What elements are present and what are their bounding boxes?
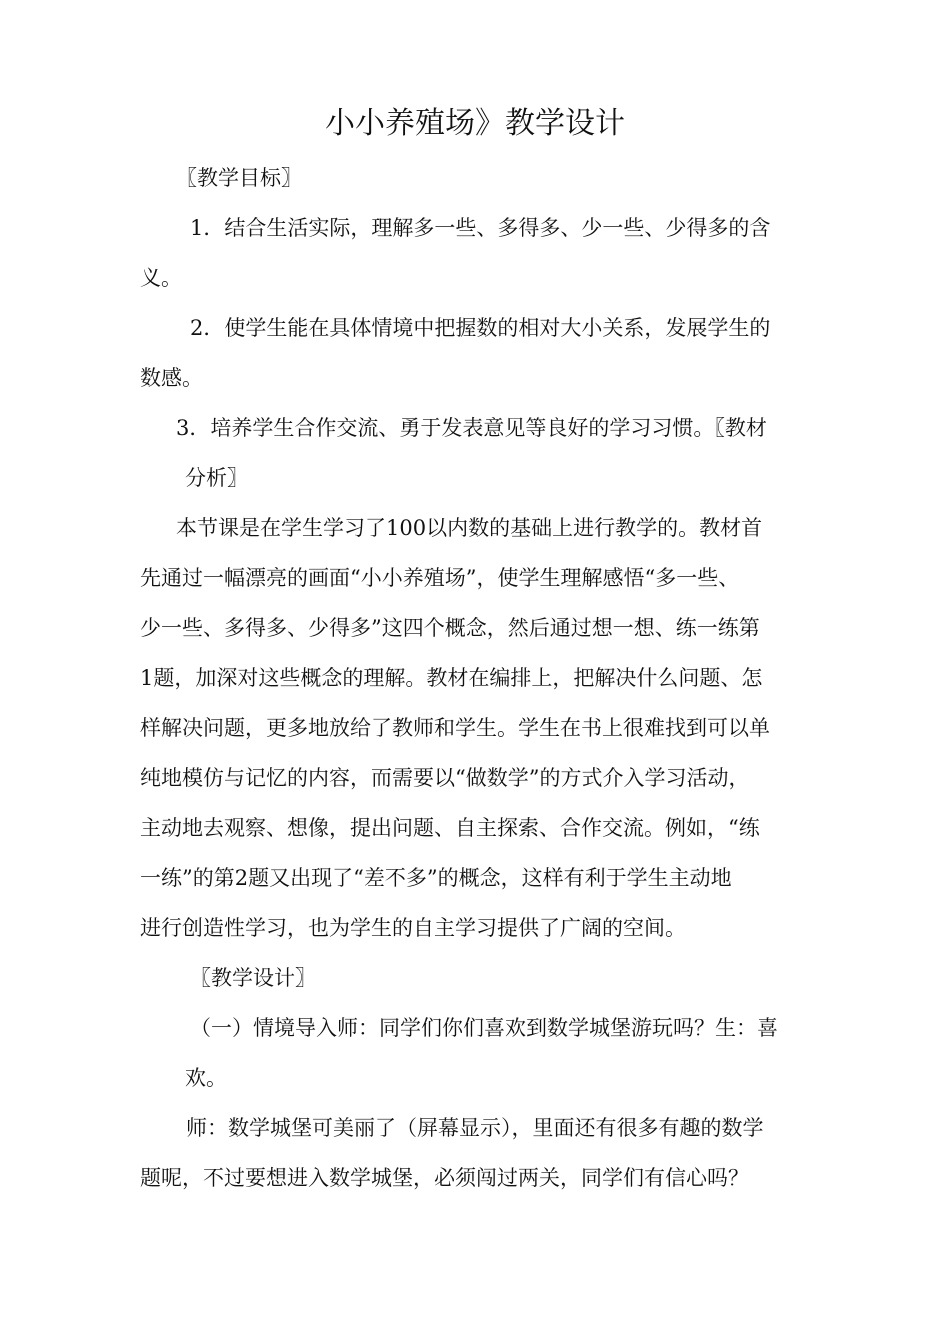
analysis-line-3: 少一些、多得多、少得多”这四个概念，然后通过想一想、练一练第: [140, 616, 760, 640]
design-line-3: 师：数学城堡可美丽了（屏幕显示），里面还有很多有趣的数学: [186, 1116, 764, 1140]
analysis-line-4: 1题，加深对这些概念的理解。教材在编排上，把解决什么问题、怎: [140, 666, 763, 690]
heading-teaching-design: 〖教学设计〗: [190, 966, 316, 990]
analysis-line-7: 主动地去观察、想像，提出问题、自主探索、合作交流。例如，“练: [140, 816, 760, 840]
goal-1-line-2: 义。: [140, 266, 182, 290]
heading-teaching-goals: 〖教学目标〗: [176, 166, 302, 190]
analysis-line-8: 一练”的第2题又出现了“差不多”的概念，这样有利于学生主动地: [140, 866, 732, 890]
goal-3-line-1: 3．培养学生合作交流、勇于发表意见等良好的学习习惯。〖教材: [176, 416, 767, 440]
analysis-line-2: 先通过一幅漂亮的画面“小小养殖场”，使学生理解感悟“多一些、: [140, 566, 740, 590]
analysis-line-9: 进行创造性学习，也为学生的自主学习提供了广阔的空间。: [140, 916, 686, 940]
design-line-2: 欢。: [185, 1066, 227, 1090]
analysis-line-5: 样解决问题，更多地放给了教师和学生。学生在书上很难找到可以单: [140, 716, 770, 740]
design-line-1: （一）情境导入师：同学们你们喜欢到数学城堡游玩吗？生：喜: [190, 1016, 778, 1040]
goal-2-line-1: 2．使学生能在具体情境中把握数的相对大小关系，发展学生的: [190, 316, 771, 340]
goal-2-line-2: 数感。: [140, 366, 203, 390]
design-line-4: 题呢，不过要想进入数学城堡，必须闯过两关，同学们有信心吗？: [140, 1166, 749, 1190]
heading-material-analysis: 分析〗: [185, 466, 248, 490]
analysis-line-6: 纯地模仿与记忆的内容，而需要以“做数学”的方式介入学习活动，: [140, 766, 750, 790]
goal-1-line-1: 1．结合生活实际，理解多一些、多得多、少一些、少得多的含: [190, 216, 771, 240]
analysis-line-1: 本节课是在学生学习了100以内数的基础上进行教学的。教材首: [176, 516, 763, 540]
document-title: 小小养殖场》教学设计: [325, 106, 625, 141]
